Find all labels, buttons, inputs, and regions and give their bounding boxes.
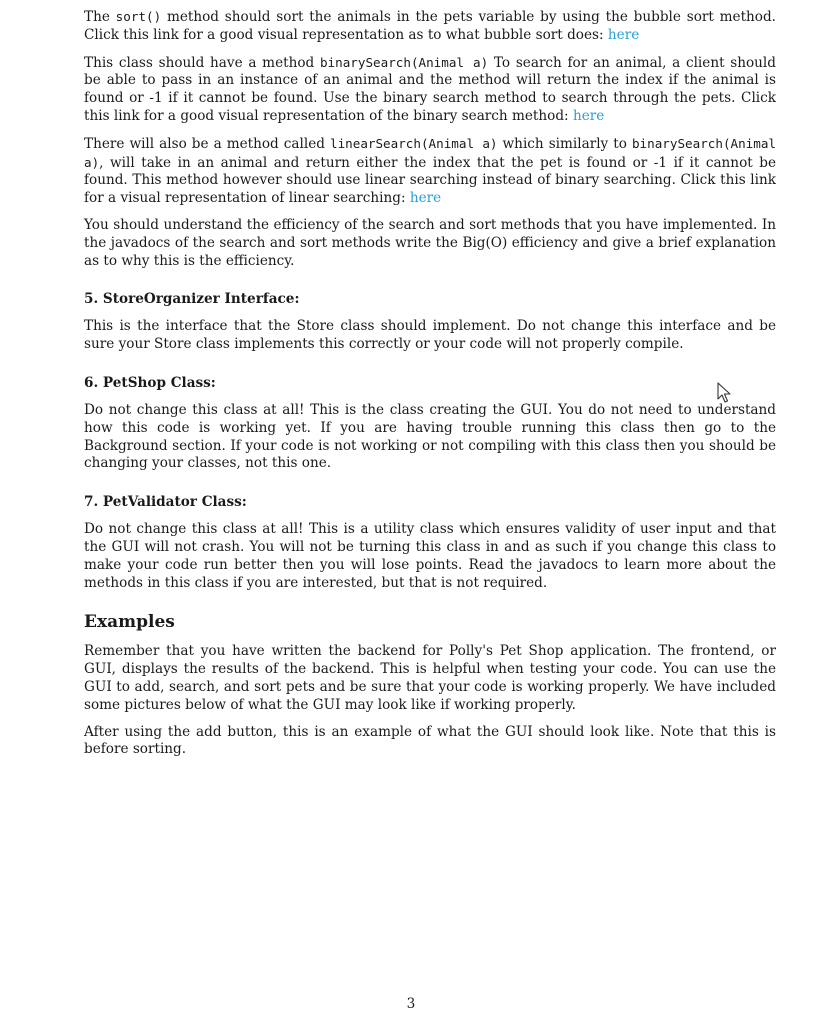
section-heading-petvalidator: 7. PetValidator Class: <box>84 494 247 511</box>
text: which similarly to <box>497 135 632 152</box>
sort-method-code: sort() <box>115 9 162 24</box>
binary-search-link[interactable]: here <box>572 107 605 124</box>
binary-search-code: binarySearch(Animal a) <box>319 54 489 70</box>
linear-search-code: linearSearch(Animal a) <box>329 135 498 151</box>
text: The <box>84 9 116 25</box>
petvalidator-paragraph: Do not change this class at all! This is a utility class which ensures validity of user input and that the GUI will not crash. You will not be turning this class in and as such if you change this class to make your code run better then you will lose points. Read the javadocs to learn more about the methods in this class if you are interested, but that is not required. <box>84 521 776 591</box>
mouse-pointer-icon <box>717 382 733 404</box>
text: There will also be a method called <box>84 135 330 152</box>
linear-search-paragraph <box>84 135 776 208</box>
text: , will take in an animal and return either the index that the pet is found or -1 if it cannot be found. This method however should use linear searching instead of binary searching. Click this link for a visual representation of linear searching: <box>84 154 776 207</box>
sort-paragraph <box>84 8 776 45</box>
binary-search-paragraph <box>84 54 776 126</box>
text: method should sort the animals in the pets variable by using the bubble sort method. Click this link for a good visual representation as to what bubble sort does: <box>84 9 776 43</box>
section-heading-petshop: 6. PetShop Class: <box>84 374 216 391</box>
page-number: 3 <box>406 996 416 1012</box>
section-heading-store-organizer: 5. StoreOrganizer Interface: <box>84 291 300 308</box>
efficiency-paragraph: You should understand the efficiency of the search and sort methods that you have implemented. In the javadocs of the search and sort methods write the Big(O) efficiency and give a brief explanation as to why this is the efficiency. <box>84 216 776 269</box>
examples-heading: Examples <box>84 612 175 633</box>
store-organizer-paragraph: This is the interface that the Store class should implement. Do not change this interface and be sure your Store class implements this correctly or your code will not properly compile. <box>84 318 776 353</box>
binary-search-code-ref: binarySearch(Animal a) <box>84 135 777 170</box>
examples-paragraph-1: Remember that you have written the backend for Polly's Pet Shop application. The frontend, or GUI, displays the results of the backend. This is helpful when testing your code. You can use the GUI to add, search, and sort pets and be sure that your code is working properly. We have included some pictures below of what the GUI may look like if working properly. <box>84 643 776 713</box>
examples-paragraph-2: After using the add button, this is an example of what the GUI should look like. Note that this is before sorting. <box>84 723 776 758</box>
bubble-sort-link[interactable]: here <box>607 26 640 43</box>
text: To search for an animal, a client should be able to pass in an instance of an animal and the method will return the index if the animal is found or -1 if it cannot be found. Use the binary search method to search through the pets. Click this link for a good visual representation of the binary search method: <box>84 54 776 124</box>
text: This class should have a method <box>84 54 320 71</box>
petshop-paragraph: Do not change this class at all! This is the class creating the GUI. You do not need to understand how this code is working yet. If you are having trouble running this class then go to the Background section. If your code is not working or not compiling with this class then you should be changing your classes, not this one. <box>84 401 776 472</box>
linear-search-link[interactable]: here <box>409 190 442 207</box>
document-page <box>84 8 776 768</box>
